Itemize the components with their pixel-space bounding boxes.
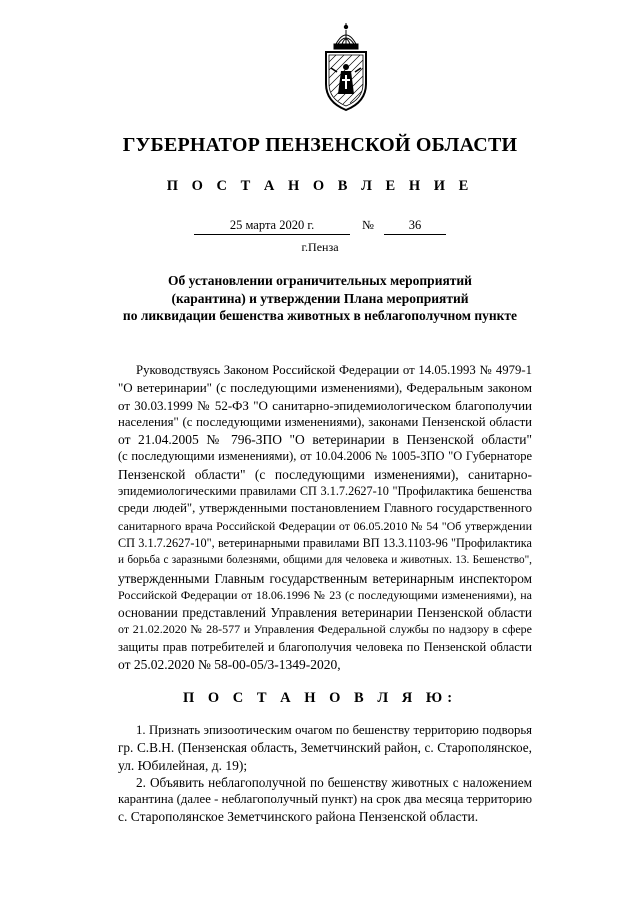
preamble-line: от 21.02.2020 № 28-577 и Управления Федеральной службы по надзору в сфере [118, 622, 532, 637]
decree-heading: П О С Т А Н О В Л Я Ю: [182, 690, 458, 706]
document-city: г.Пенза [301, 240, 339, 254]
preamble-line: от 30.03.1999 № 52-ФЗ "О санитарно-эпидемиологическом благополучии [118, 397, 532, 413]
decree-items [118, 722, 532, 826]
penza-coat-of-arms-icon [318, 22, 374, 114]
subject-line: Об установлении ограничительных мероприятий [168, 273, 472, 288]
preamble-line: (с последующими изменениями), от 10.04.2006 № 1005-ЗПО "О Губернаторе [118, 449, 532, 464]
preamble-line: населения" (с последующими изменениями), законами Пензенской области [118, 414, 532, 429]
preamble-line: "О ветеринарии" (с последующими изменениями), Федеральным законом [118, 380, 532, 396]
item-2-line: карантина (далее - неблагополучный пункт) на срок два месяца территорию [118, 792, 532, 807]
preamble-line: и борьба с заразными болезнями, общими для человека и животных. 13. Бешенство", [118, 554, 532, 567]
preamble-line: эпидемиологическими правилами СП 3.1.7.2627-10 "Профилактика бешенства [118, 484, 532, 499]
preamble-line: Российской Федерации от 18.06.1996 № 23 (с последующими изменениями), на [118, 587, 532, 602]
preamble-line: СП 3.1.7.2627-10", ветеринарными правилами ВП 13.3.1103-96 "Профилактика [118, 535, 532, 550]
preamble-line: Руководствуясь Законом Российской Федерации от 14.05.1993 № 4979-1 [136, 363, 532, 377]
preamble-line: утвержденными Главным государственным ветеринарным инспектором [118, 570, 532, 586]
preamble-line: среди людей", утвержденными постановлением Главного государственного [118, 501, 532, 516]
item-1-line: 1. Признать эпизоотическим очагом по бешенству территорию подворья [136, 723, 532, 737]
date-number-line [0, 218, 640, 235]
document-subject [0, 272, 640, 325]
document-number: 36 [384, 218, 446, 235]
item-1-line: гр. С.В.Н. (Пензенская область, Земетчинский район, с. Старополянское, [118, 740, 532, 756]
preamble-line: от 25.02.2020 № 58-00-05/3-1349-2020, [118, 657, 341, 673]
preamble-line: основании представлений Управления ветеринарии Пензенской области [118, 605, 532, 621]
preamble-line: защиты прав потребителей и благополучия человека по Пензенской области [118, 639, 532, 654]
preamble-paragraph [118, 362, 532, 673]
authority-title: ГУБЕРНАТОР ПЕНЗЕНСКОЙ ОБЛАСТИ [122, 134, 518, 156]
item-2-line: с. Старополянское Земетчинского района Пензенской области. [118, 809, 479, 825]
subject-line: по ликвидации бешенства животных в неблагополучном пункте [122, 308, 518, 323]
preamble-line: санитарного врача Российской Федерации от 06.05.2010 № 54 "Об утверждении [118, 518, 532, 533]
document-date: 25 марта 2020 г. [194, 218, 350, 235]
preamble-line: Пензенской области" (с последующими изменениями), санитарно- [118, 466, 532, 482]
subject-line: (карантина) и утверждении Плана мероприятий [171, 290, 469, 306]
preamble-line: от 21.04.2005 № 796-ЗПО "О ветеринарии в Пензенской области" [118, 432, 532, 448]
item-1-line: ул. Юбилейная, д. 19); [118, 757, 248, 773]
number-sign: № [362, 218, 374, 232]
item-2-line: 2. Объявить неблагополучной по бешенству животных с наложением [136, 774, 532, 790]
document-type: П О С Т А Н О В Л Е Н И Е [166, 178, 474, 194]
